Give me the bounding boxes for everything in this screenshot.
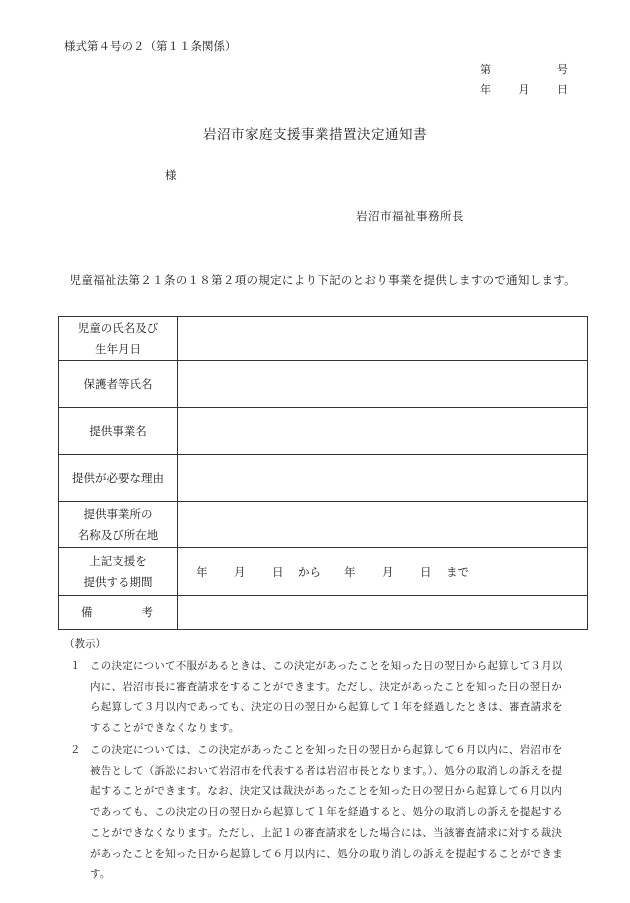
value-service-name bbox=[178, 408, 588, 455]
label-period bbox=[59, 548, 178, 596]
label-line: 提供事業所の bbox=[83, 506, 153, 521]
issuer-name: 岩沼市福祉事務所長 bbox=[356, 209, 464, 223]
label-reason: 提供が必要な理由 bbox=[59, 455, 178, 502]
label-line: 提供する期間 bbox=[83, 574, 153, 589]
notice-text: この決定については、この決定があったことを知った日の翌日から起算して６月以内に、岩沼市を被告として（訴訟において岩沼市を代表する者は岩沼市長となります。）、処分の取消しの訴えを提起することができます。なお、決定又は裁決があったことを知った日の翌日から起算して６月以内であっても、この決定の日の翌日から起算して１年を経過すると、処分の取消しの訴えを提起することができなくなります。ただし、上記１の審査請求をした場合には、当該審査請求に対する裁決があったことを知った日から起算して６月以内に、処分の取り消しの訴えを提起することができます。 bbox=[90, 744, 563, 881]
form-number: 様式第４号の２（第１１条関係） bbox=[64, 39, 237, 53]
notice-item-1 bbox=[64, 656, 564, 739]
table-row bbox=[59, 502, 588, 548]
label-char: 考 bbox=[141, 605, 153, 619]
value-child-name bbox=[178, 317, 588, 361]
document-number-line bbox=[480, 61, 568, 77]
period-start-month: 月 bbox=[234, 564, 246, 579]
label-line: 生年月日 bbox=[95, 341, 141, 356]
date-month: 月 bbox=[518, 83, 530, 96]
number-suffix: 号 bbox=[557, 63, 568, 76]
remarks-label-wrap bbox=[59, 602, 177, 623]
label-child-name bbox=[59, 317, 178, 361]
notice-item-2 bbox=[64, 740, 564, 885]
details-table bbox=[58, 316, 588, 630]
table-row bbox=[59, 317, 588, 361]
value-provider bbox=[178, 502, 588, 548]
table-row bbox=[59, 455, 588, 502]
date-day: 日 bbox=[557, 83, 568, 96]
value-period bbox=[178, 548, 588, 596]
intro-paragraph: 児童福祉法第２１条の１８第２項の規定により下記のとおり事業を提供しますので通知します。 bbox=[69, 273, 576, 287]
period-end-month: 月 bbox=[382, 564, 394, 579]
label-char: 備 bbox=[81, 605, 93, 619]
table-row bbox=[59, 548, 588, 596]
label-remarks bbox=[59, 596, 178, 630]
value-remarks bbox=[178, 596, 588, 630]
value-guardian-name bbox=[178, 361, 588, 408]
period-line bbox=[178, 564, 587, 580]
label-guardian-name: 保護者等氏名 bbox=[59, 361, 178, 408]
number-prefix: 第 bbox=[480, 63, 491, 76]
label-line: 名称及び所在地 bbox=[77, 527, 159, 542]
table-row bbox=[59, 408, 588, 455]
period-end-year: 年 bbox=[344, 564, 356, 579]
label-service-name: 提供事業名 bbox=[59, 408, 178, 455]
label-provider bbox=[59, 502, 178, 548]
document-title: 岩沼市家庭支援事業措置決定通知書 bbox=[203, 127, 427, 143]
period-start-day: 日 bbox=[272, 564, 284, 579]
issue-date-line bbox=[480, 81, 568, 97]
notice-number: ２ bbox=[70, 744, 81, 756]
notice-text: この決定について不服があるときは、この決定があったことを知った日の翌日から起算して３月以内に、岩沼市長に審査請求をすることができます。ただし、決定があったことを知った日の翌日から起算して３月以内であっても、決定の日の翌日から起算して１年を経過したときは、審査請求をすることができなくなります。 bbox=[90, 660, 563, 735]
period-from: から bbox=[298, 564, 321, 579]
period-end-day: 日 bbox=[420, 564, 432, 579]
label-line: 上記支援を bbox=[89, 553, 147, 568]
addressee-honorific: 様 bbox=[165, 168, 177, 182]
label-line: 児童の氏名及び bbox=[77, 320, 159, 335]
period-until: まで bbox=[446, 564, 469, 579]
table-row bbox=[59, 596, 588, 630]
table-row bbox=[59, 361, 588, 408]
date-year: 年 bbox=[480, 83, 491, 96]
value-reason bbox=[178, 455, 588, 502]
period-start-year: 年 bbox=[196, 564, 208, 579]
notice-number: １ bbox=[70, 660, 81, 672]
notice-heading: （教示） bbox=[64, 638, 106, 650]
